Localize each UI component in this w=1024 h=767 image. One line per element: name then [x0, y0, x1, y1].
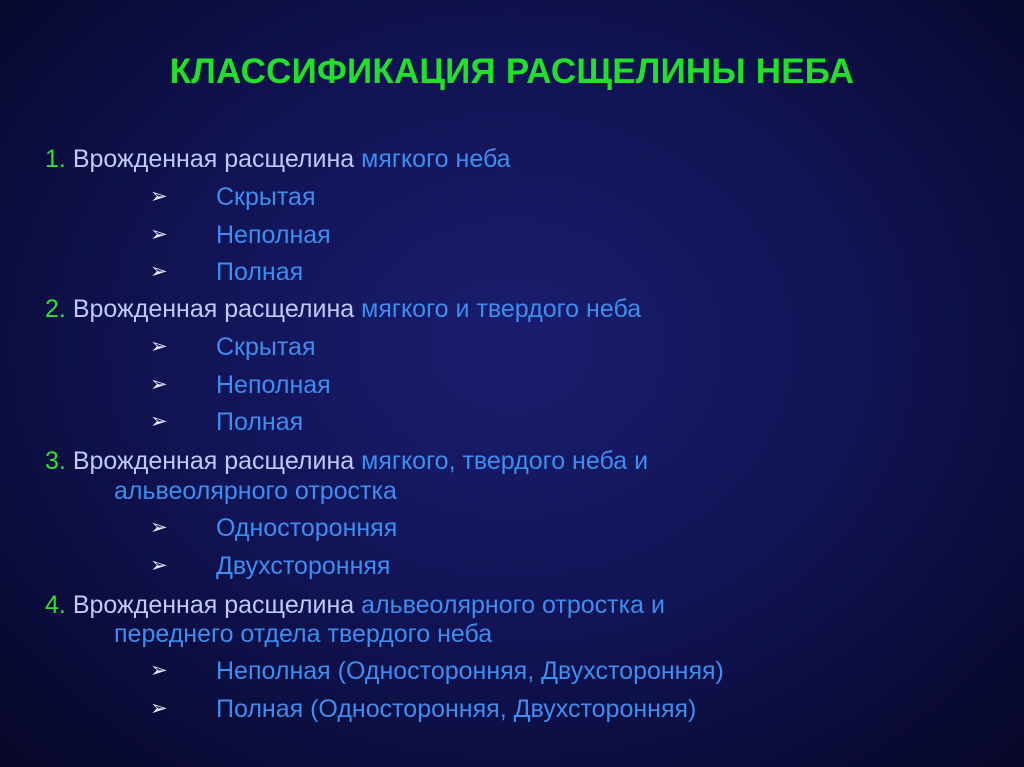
item-number: 3. [45, 447, 66, 475]
sub-item: Односторонняя [216, 514, 398, 542]
arrow-checkmark-icon: ➢ [150, 516, 168, 539]
arrow-checkmark-icon: ➢ [150, 260, 168, 283]
sub-item: Двухсторонняя [216, 552, 391, 580]
list-item-4 [45, 590, 665, 620]
sub-item: Неполная (Односторонняя, Двухсторонняя) [216, 657, 724, 685]
item-accent-text: мягкого неба [361, 145, 511, 173]
item-text: Врожденная расщелина [72, 145, 355, 173]
sub-item: Полная [216, 258, 304, 286]
slide-title: КЛАССИФИКАЦИЯ РАСЩЕЛИНЫ НЕБА [169, 52, 855, 91]
sub-item: Скрытая [216, 183, 316, 211]
arrow-checkmark-icon: ➢ [150, 697, 168, 720]
item-accent-text: мягкого и твердого неба [361, 295, 642, 323]
item-text: Врожденная расщелина [72, 591, 355, 619]
sub-item: Полная [216, 408, 304, 436]
list-item-3 [45, 446, 648, 476]
arrow-checkmark-icon: ➢ [150, 410, 168, 433]
arrow-checkmark-icon: ➢ [150, 554, 168, 577]
arrow-checkmark-icon: ➢ [150, 223, 168, 246]
sub-item: Неполная [216, 221, 331, 249]
item-number: 4. [45, 591, 66, 619]
item-text: Врожденная расщелина [72, 295, 355, 323]
item-number: 2. [45, 295, 66, 323]
arrow-checkmark-icon: ➢ [150, 335, 168, 358]
arrow-checkmark-icon: ➢ [150, 185, 168, 208]
item-continuation: переднего отдела твердого неба [114, 620, 493, 648]
list-item-2 [45, 294, 641, 324]
item-continuation: альвеолярного отростка [114, 477, 397, 505]
list-item-1 [45, 144, 511, 174]
arrow-checkmark-icon: ➢ [150, 373, 168, 396]
sub-item: Скрытая [216, 333, 316, 361]
item-accent-text: мягкого, твердого неба и [361, 447, 649, 475]
arrow-checkmark-icon: ➢ [150, 659, 168, 682]
item-accent-text: альвеолярного отростка и [361, 591, 665, 619]
item-text: Врожденная расщелина [72, 447, 355, 475]
item-number: 1. [45, 145, 66, 173]
sub-item: Полная (Односторонняя, Двухсторонняя) [216, 695, 697, 723]
sub-item: Неполная [216, 371, 331, 399]
